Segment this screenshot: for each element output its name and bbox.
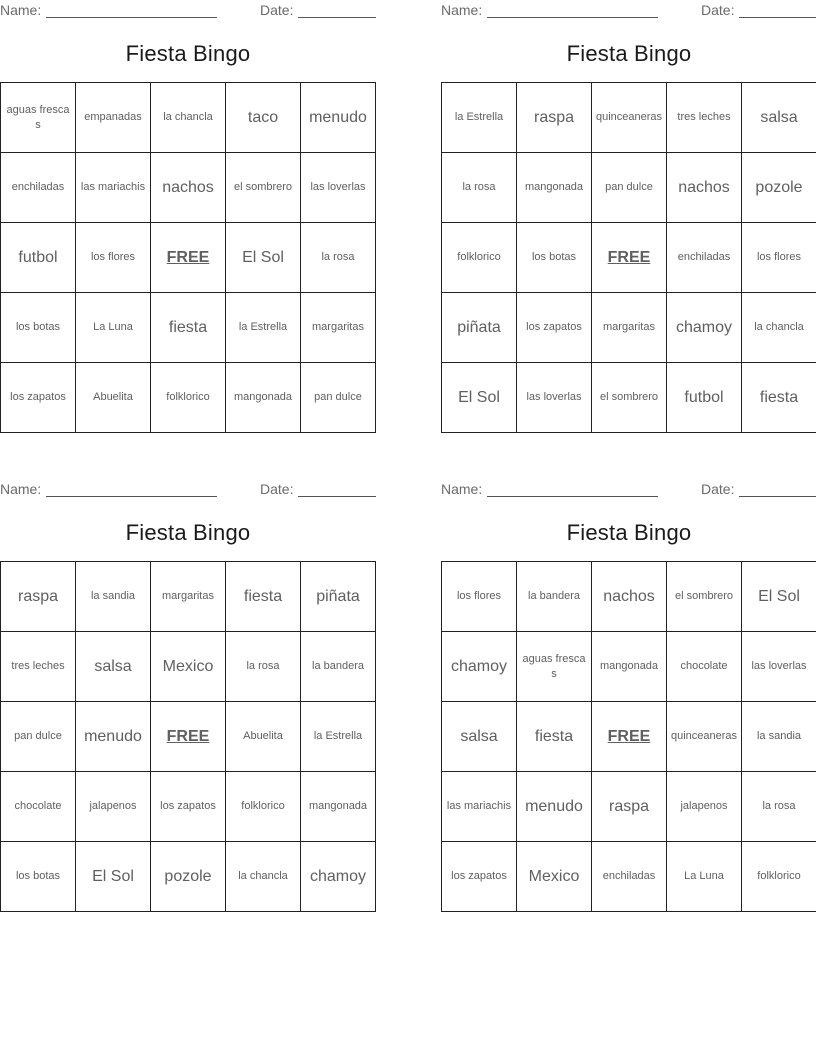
date-label: Date: — [701, 481, 735, 497]
bingo-cell: aguas frescas — [517, 632, 592, 702]
bingo-cell: fiesta — [517, 702, 592, 772]
bingo-cell: menudo — [301, 83, 376, 153]
bingo-cell: piñata — [301, 562, 376, 632]
bingo-grid — [441, 561, 816, 912]
bingo-cell: la bandera — [517, 562, 592, 632]
bingo-cell: los botas — [1, 842, 76, 912]
bingo-grid — [0, 82, 376, 433]
bingo-cell: las mariachis — [76, 153, 151, 223]
name-field — [0, 481, 217, 497]
name-date-header — [0, 2, 376, 18]
date-field — [260, 481, 376, 497]
bingo-cell: quinceaneras — [667, 702, 742, 772]
bingo-cell: Mexico — [517, 842, 592, 912]
bingo-cell: margaritas — [301, 293, 376, 363]
bingo-cell: pan dulce — [1, 702, 76, 772]
bingo-cell: raspa — [592, 772, 667, 842]
date-label: Date: — [260, 481, 294, 497]
bingo-cell: el sombrero — [226, 153, 301, 223]
bingo-cell: jalapenos — [76, 772, 151, 842]
bingo-cell: tres leches — [1, 632, 76, 702]
bingo-cell: la chancla — [151, 83, 226, 153]
date-field — [701, 481, 816, 497]
bingo-cell: los flores — [742, 223, 816, 293]
card-title: Fiesta Bingo — [566, 41, 692, 66]
card-title: Fiesta Bingo — [125, 41, 251, 66]
bingo-cell: margaritas — [151, 562, 226, 632]
bingo-cell: la sandia — [742, 702, 816, 772]
name-label: Name: — [0, 481, 42, 497]
free-space: FREE — [592, 702, 667, 772]
date-label: Date: — [701, 2, 735, 18]
bingo-cell: los zapatos — [517, 293, 592, 363]
bingo-cell: Mexico — [151, 632, 226, 702]
bingo-cell: El Sol — [76, 842, 151, 912]
bingo-cell: menudo — [76, 702, 151, 772]
free-space: FREE — [151, 223, 226, 293]
name-blank-line — [46, 485, 217, 497]
bingo-cell: la rosa — [226, 632, 301, 702]
bingo-cell: los botas — [1, 293, 76, 363]
bingo-cell: pozole — [151, 842, 226, 912]
bingo-cell: las loverlas — [301, 153, 376, 223]
bingo-cell: la chancla — [742, 293, 816, 363]
bingo-cell: los botas — [517, 223, 592, 293]
bingo-cell: nachos — [667, 153, 742, 223]
bingo-cell: la Estrella — [226, 293, 301, 363]
bingo-cell: la Estrella — [301, 702, 376, 772]
bingo-cell: enchiladas — [1, 153, 76, 223]
bingo-cell: taco — [226, 83, 301, 153]
date-field — [260, 2, 376, 18]
bingo-cell: nachos — [151, 153, 226, 223]
name-label: Name: — [0, 2, 42, 18]
bingo-cell: chamoy — [442, 632, 517, 702]
bingo-cell: el sombrero — [667, 562, 742, 632]
bingo-cell: El Sol — [442, 363, 517, 433]
bingo-cell: folklorico — [442, 223, 517, 293]
bingo-cell: salsa — [742, 83, 816, 153]
bingo-cell: margaritas — [592, 293, 667, 363]
date-label: Date: — [260, 2, 294, 18]
bingo-cell: las mariachis — [442, 772, 517, 842]
date-blank-line — [298, 485, 376, 497]
bingo-cell: la rosa — [301, 223, 376, 293]
bingo-cell: El Sol — [742, 562, 816, 632]
name-field — [441, 2, 658, 18]
name-blank-line — [487, 6, 658, 18]
name-label: Name: — [441, 2, 483, 18]
bingo-cell: mangonada — [226, 363, 301, 433]
bingo-cell: menudo — [517, 772, 592, 842]
bingo-cell: jalapenos — [667, 772, 742, 842]
bingo-cell: folklorico — [151, 363, 226, 433]
date-blank-line — [739, 6, 816, 18]
card-title: Fiesta Bingo — [125, 520, 251, 545]
bingo-cell: El Sol — [226, 223, 301, 293]
bingo-cell: La Luna — [667, 842, 742, 912]
bingo-cell: piñata — [442, 293, 517, 363]
bingo-grid — [441, 82, 816, 433]
bingo-cell: enchiladas — [667, 223, 742, 293]
bingo-cell: raspa — [1, 562, 76, 632]
bingo-cell: chamoy — [301, 842, 376, 912]
bingo-cell: fiesta — [742, 363, 816, 433]
bingo-cell: los flores — [76, 223, 151, 293]
name-blank-line — [46, 6, 217, 18]
date-blank-line — [298, 6, 376, 18]
bingo-cell: la chancla — [226, 842, 301, 912]
bingo-cell: los flores — [442, 562, 517, 632]
date-blank-line — [739, 485, 816, 497]
bingo-cell: los zapatos — [1, 363, 76, 433]
bingo-cell: aguas frescas — [1, 83, 76, 153]
date-field — [701, 2, 816, 18]
bingo-cell: fiesta — [226, 562, 301, 632]
bingo-grid — [0, 561, 376, 912]
bingo-cell: chocolate — [667, 632, 742, 702]
free-space: FREE — [151, 702, 226, 772]
bingo-cell: empanadas — [76, 83, 151, 153]
bingo-cell: la bandera — [301, 632, 376, 702]
name-blank-line — [487, 485, 658, 497]
bingo-cell: futbol — [1, 223, 76, 293]
bingo-cell: mangonada — [301, 772, 376, 842]
name-date-header — [441, 2, 816, 18]
bingo-cell: mangonada — [592, 632, 667, 702]
bingo-cell: la sandia — [76, 562, 151, 632]
bingo-cell: el sombrero — [592, 363, 667, 433]
bingo-cell: nachos — [592, 562, 667, 632]
bingo-cell: Abuelita — [226, 702, 301, 772]
bingo-cell: fiesta — [151, 293, 226, 363]
bingo-cell: los zapatos — [442, 842, 517, 912]
bingo-cell: tres leches — [667, 83, 742, 153]
name-field — [0, 2, 217, 18]
bingo-cell: chocolate — [1, 772, 76, 842]
bingo-cell: las loverlas — [517, 363, 592, 433]
bingo-cell: la rosa — [742, 772, 816, 842]
bingo-cell: pan dulce — [301, 363, 376, 433]
bingo-cell: futbol — [667, 363, 742, 433]
bingo-cell: raspa — [517, 83, 592, 153]
free-space: FREE — [592, 223, 667, 293]
bingo-cell: la rosa — [442, 153, 517, 223]
bingo-cell: salsa — [76, 632, 151, 702]
bingo-cell: La Luna — [76, 293, 151, 363]
name-date-header — [0, 481, 376, 497]
bingo-cell: folklorico — [742, 842, 816, 912]
name-date-header — [441, 481, 816, 497]
name-label: Name: — [441, 481, 483, 497]
bingo-cell: los zapatos — [151, 772, 226, 842]
bingo-cell: las loverlas — [742, 632, 816, 702]
bingo-cell: folklorico — [226, 772, 301, 842]
bingo-cell: Abuelita — [76, 363, 151, 433]
bingo-cell: pan dulce — [592, 153, 667, 223]
bingo-cell: chamoy — [667, 293, 742, 363]
bingo-cell: mangonada — [517, 153, 592, 223]
bingo-cell: quinceaneras — [592, 83, 667, 153]
bingo-cell: la Estrella — [442, 83, 517, 153]
bingo-cell: salsa — [442, 702, 517, 772]
bingo-cell: enchiladas — [592, 842, 667, 912]
card-title: Fiesta Bingo — [566, 520, 692, 545]
bingo-cell: pozole — [742, 153, 816, 223]
name-field — [441, 481, 658, 497]
